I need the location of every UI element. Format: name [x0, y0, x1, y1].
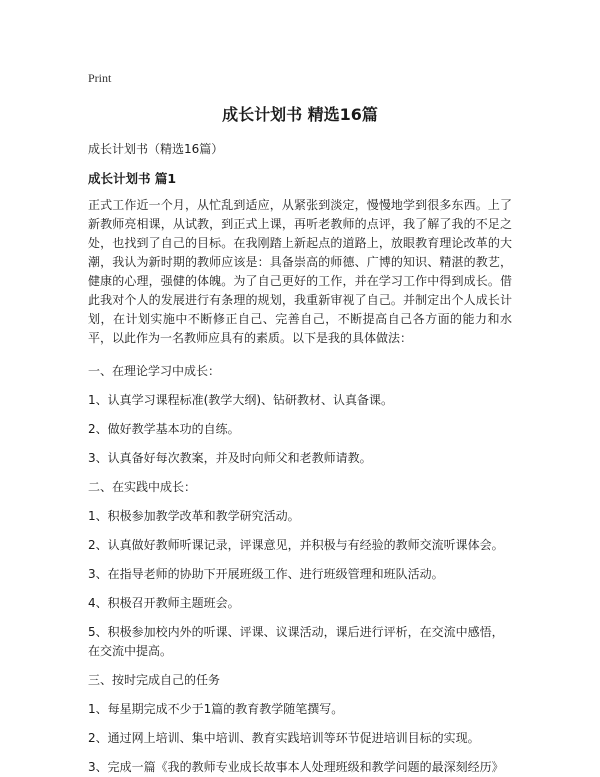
print-label[interactable]: Print	[88, 71, 112, 85]
paragraph: 三、按时完成自己的任务	[88, 673, 221, 687]
paragraph: 3、认真备好每次教案，并及时向师父和老教师请教。	[88, 451, 372, 465]
paragraph: 1、每星期完成不少于1篇的教育教学随笔撰写。	[88, 702, 344, 716]
section-heading: 成长计划书 篇1	[88, 171, 177, 186]
paragraph: 1、积极参加教学改革和教学研究活动。	[88, 509, 300, 523]
paragraph: 2、通过网上培训、集中培训、教育实践培训等环节促进培训目标的实现。	[88, 731, 480, 745]
paragraph: 4、积极召开教师主题班会。	[88, 596, 240, 610]
paragraph: 5、积极参加校内外的听课、评课、议课活动，课后进行评析，在交流中感悟，在交流中提高。	[88, 625, 504, 658]
intro-paragraph: 正式工作近一个月，从忙乱到适应，从紧张到淡定，慢慢地学到很多东西。上了新教师亮相课，从试教，到正式上课，再听老教师的点评，我了解了我的不足之处，也找到了自己的目标。在我刚踏上新起点的道路上，放眼教育理论改革的大潮，我认为新时期的教师应该是：具备崇高的师德、广博的知识、精湛的教艺，健康的心理，强健的体魄。为了自己更好的工作，并在学习工作中得到成长。借此我对个人的发展进行有条理的规划，我重新审视了自己。并制定出个人成长计划，在计划实施中不断修正自己、完善自己，不断提高自己各方面的能力和水平，以此作为一名教师应具有的素质。以下是我的具体做法：	[88, 198, 512, 345]
paragraph: 二、在实践中成长：	[88, 480, 197, 494]
paragraph: 1、认真学习课程标准(教学大纲)、钻研教材、认真备课。	[88, 393, 394, 407]
paragraph: 3、在指导老师的协助下开展班级工作、进行班级管理和班队活动。	[88, 567, 444, 581]
paragraph: 3、完成一篇《我的教师专业成长故事本人处理班级和教学问题的最深刻经历》	[88, 760, 504, 774]
document-subtitle: 成长计划书（精选16篇）	[88, 142, 224, 156]
document-title: 成长计划书 精选16篇	[222, 105, 378, 124]
paragraph: 一、在理论学习中成长：	[88, 364, 221, 378]
paragraph: 2、认真做好教师听课记录，评课意见，并积极与有经验的教师交流听课体会。	[88, 538, 504, 552]
paragraph: 2、做好教学基本功的自练。	[88, 422, 240, 436]
